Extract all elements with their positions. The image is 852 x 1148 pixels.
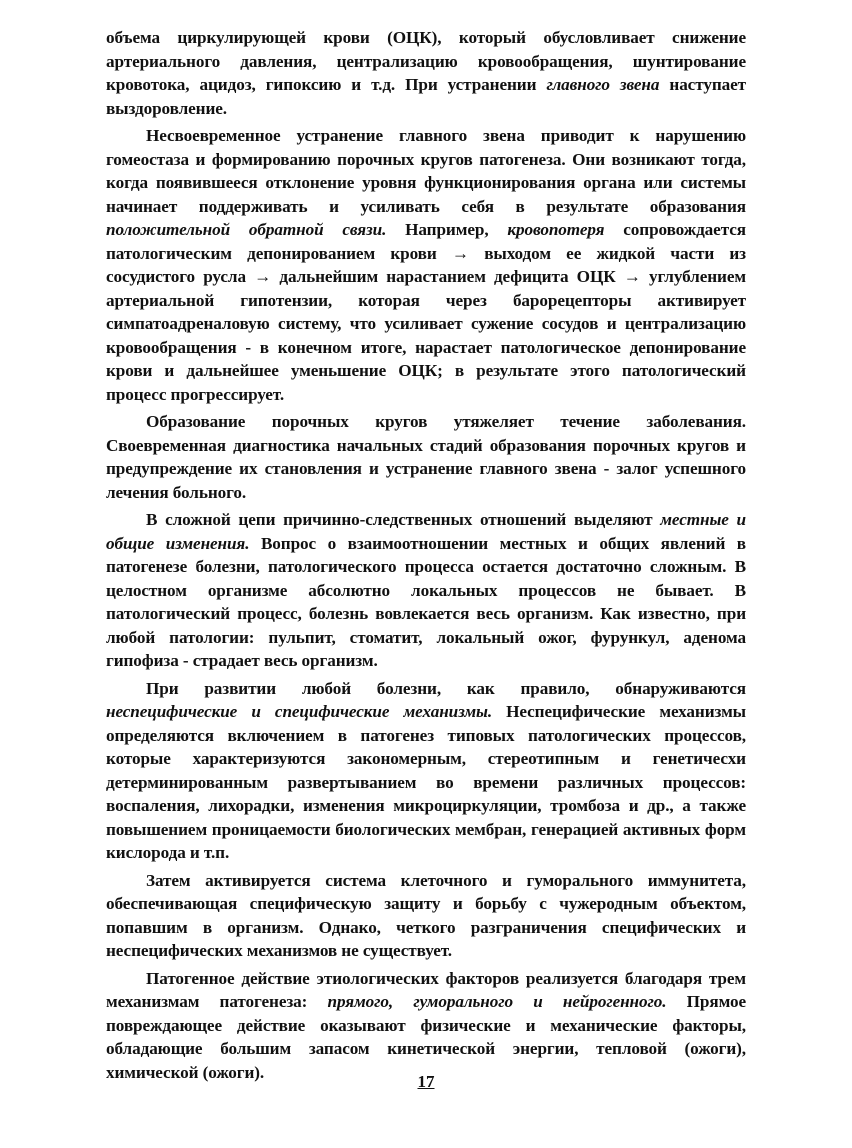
text-run: Прямое повреждающее действие оказывают физические и механические факторы, обладающие большим запасом кинетической энергии, тепловой (ожоги), химической (ожоги). bbox=[106, 992, 746, 1082]
italic-term: местные и общие изменения. bbox=[106, 510, 746, 553]
text-run: Несвоевременное устранение главного звена приводит к нарушению гомеостаза и формированию порочных кругов патогенеза. Они возникают тогда, когда появившееся отклонение уровня функционирования органа или системы начинает поддерживать и усиливать себя в результате образования bbox=[106, 126, 746, 216]
text-run: Например, bbox=[386, 220, 508, 239]
paragraph bbox=[106, 26, 746, 120]
italic-term: главного звена bbox=[546, 75, 660, 94]
text-run: В сложной цепи причинно-следственных отношений выделяют bbox=[146, 510, 661, 529]
text-run: Затем активируется система клеточного и гуморального иммунитета, обеспечивающая специфическую защиту и борьбу с чужеродным объектом, попавшим в организм. Однако, четкого разграничения специфических и неспецифических механизмов не существует. bbox=[106, 870, 746, 960]
paragraph bbox=[106, 677, 746, 865]
italic-term: неспецифические и специфические механизмы. bbox=[106, 702, 493, 721]
text-run: наступает выздоровление. bbox=[106, 75, 746, 118]
text-run: Образование порочных кругов утяжеляет течение заболевания. Своевременная диагностика начальных стадий образования порочных кругов и предупреждение их становления и устранение главного звена - залог успешного лечения больного. bbox=[106, 412, 746, 502]
text-run: Неспецифические механизмы определяются включением в патогенез типовых патологических процессов, которые характеризуются закономерным, стереотипным и генетичесхи детерминированным развертыванием во времени различных процессов: воспаления, лихорадки, изменения микроциркуляции, тромбоза и др., а также повышением проницаемости биологических мембран, генерацией активных форм кислорода и т.п. bbox=[106, 702, 746, 862]
italic-term: прямого, гуморального и нейрогенного. bbox=[327, 992, 667, 1011]
text-run: Патогенное действие этиологических факторов реализуется благодаря трем механизмам патогенеза: bbox=[106, 968, 746, 1011]
paragraph bbox=[106, 869, 746, 963]
text-run: объема циркулирующей крови (ОЦК), который обусловливает снижение артериального давления, централизацию кровообращения, шунтирование кровотока, ацидоз, гипоксию и т.д. При устранении bbox=[106, 28, 746, 94]
paragraph bbox=[106, 967, 746, 1085]
paragraph bbox=[106, 410, 746, 504]
italic-term: кровопотеря bbox=[507, 220, 605, 239]
text-run: При развитии любой болезни, как правило, обнаруживаются bbox=[146, 678, 746, 698]
paragraph bbox=[106, 508, 746, 673]
text-run: Вопрос о взаимоотношении местных и общих явлений в патогенезе болезни, патологического процесса остается достаточно сложным. В целостном организме абсолютно локальных процессов не бывает. В патологический процесс, болезнь вовлекается весь организм. Как известно, при любой патологии: пульпит, стоматит, локальный ожог, фурункул, аденома гипофиза - страдает весь организм. bbox=[106, 533, 746, 670]
paragraph bbox=[106, 124, 746, 406]
text-run: сопровождается патологическим депонированием крови → выходом ее жидкой части из сосудистого русла → дальнейшим нарастанием дефицита ОЦК → углублением артериальной гипотензии, которая через барорецепторы активирует симпатоадреналовую систему, что усиливает сужение сосудов и централизацию кровообращения - в конечном итоге, нарастает патологическое депонирование крови и дальнейшее уменьшение ОЦК; в результате этого патологический процесс прогрессирует. bbox=[106, 220, 746, 404]
italic-term: положительной обратной связи. bbox=[106, 220, 387, 239]
body-text bbox=[106, 26, 746, 1084]
page-number: 17 bbox=[417, 1072, 435, 1091]
